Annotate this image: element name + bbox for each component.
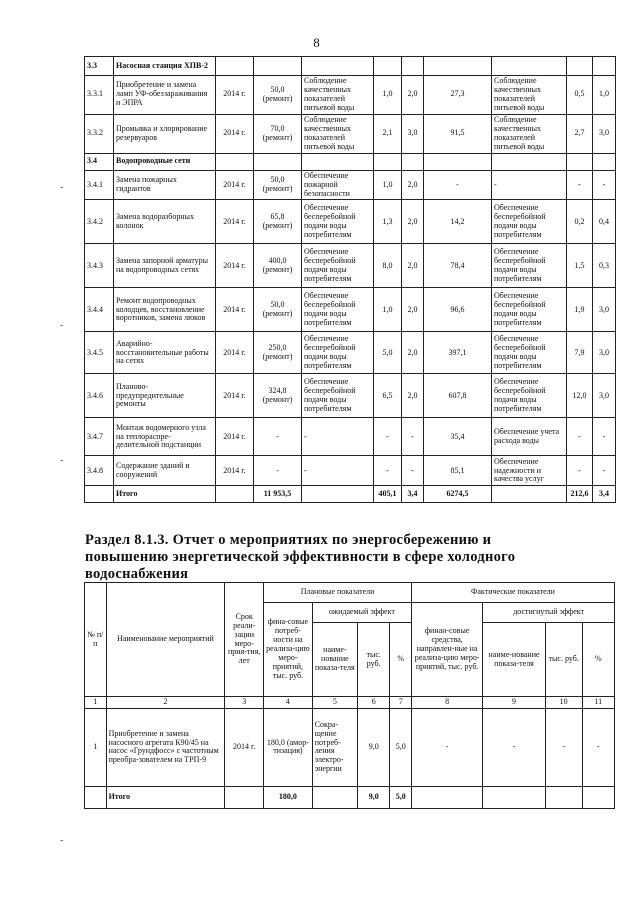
column-numbers-row bbox=[85, 697, 615, 709]
row-fact-2: 1,0 bbox=[593, 76, 616, 115]
row-effect: Обеспечение бесперебойной подачи воды потребителям bbox=[302, 288, 374, 332]
section-title-line: повышению энергетической эффективности в сфере холодного bbox=[85, 549, 516, 565]
row-year: 2014 г. bbox=[216, 288, 254, 332]
total-pct: 5,0 bbox=[390, 786, 412, 808]
header-num: № п/п bbox=[85, 583, 107, 697]
row-fact-1: 212,6 bbox=[567, 486, 593, 503]
table-row bbox=[85, 374, 616, 418]
row-plan-3: 78,4 bbox=[424, 244, 492, 288]
page-number: 8 bbox=[313, 35, 320, 50]
row-plan-1: - bbox=[374, 418, 402, 456]
row-num: 3.4.4 bbox=[85, 288, 114, 332]
total-rub: 9,0 bbox=[358, 786, 390, 808]
row-fact-2: 0,4 bbox=[593, 200, 616, 244]
row-fact-2: 3,0 bbox=[593, 288, 616, 332]
column-number: 7 bbox=[390, 697, 412, 709]
row-plan-2: 3,4 bbox=[402, 486, 424, 503]
row-name: Монтаж водомерного узла на теплораспре-делительной подстанции bbox=[114, 418, 216, 456]
total-row bbox=[85, 786, 615, 808]
row-fact: Обеспечение бесперебойной подачи воды потребителям bbox=[492, 244, 567, 288]
header-plan-eff-name: наиме-нование показа-теля bbox=[312, 623, 357, 697]
header-fact: Фактические показатели bbox=[412, 583, 615, 603]
total-label: Итого bbox=[106, 786, 225, 808]
row-num: 1 bbox=[85, 708, 107, 786]
row-fact bbox=[492, 486, 567, 503]
row-cost: 50,0 (ремонт) bbox=[254, 288, 302, 332]
row-effect: Соблюдение качественных показателей питьевой воды bbox=[302, 76, 374, 115]
row-plan-3: 91,5 bbox=[424, 114, 492, 153]
row-num bbox=[85, 486, 114, 503]
section-title-line: водоснабжения bbox=[85, 566, 189, 582]
row-fact-2: 3,0 bbox=[593, 332, 616, 374]
section-row bbox=[85, 57, 616, 76]
row-effect bbox=[302, 486, 374, 503]
row-fact: Обеспечение бесперебойной подачи воды потребителям bbox=[492, 332, 567, 374]
column-number: 11 bbox=[582, 697, 614, 709]
column-number: 4 bbox=[264, 697, 313, 709]
section-name: Насосная станция ХПВ-2 bbox=[114, 57, 216, 76]
table-row bbox=[85, 708, 615, 786]
header-fact-eff-rub: тыс. руб. bbox=[545, 623, 582, 697]
row-effect: Обеспечение бесперебойной подачи воды потребителям bbox=[302, 200, 374, 244]
row-fact-2: 3,0 bbox=[593, 114, 616, 153]
row-plan-1: 1,3 bbox=[374, 200, 402, 244]
row-num: 3.4.3 bbox=[85, 244, 114, 288]
row-fact-2: 3,0 bbox=[593, 374, 616, 418]
row-fact-1: - bbox=[567, 170, 593, 200]
row-name: Ремонт водопроводных колодцев, восстановление воротников, замена люков bbox=[114, 288, 216, 332]
header-plan-eff-rub: тыс. руб. bbox=[358, 623, 390, 697]
row-effect: Обеспечение бесперебойной подачи воды потребителям bbox=[302, 332, 374, 374]
section-row bbox=[85, 153, 616, 170]
row-year: 2014 г. bbox=[216, 332, 254, 374]
header-fact-fin: финан-совые средства, направлен-ные на реализа-цию меро-приятий, тыс. руб. bbox=[412, 603, 483, 697]
row-effect: - bbox=[302, 418, 374, 456]
row-plan-3: 14,2 bbox=[424, 200, 492, 244]
row-fact-2: 0,3 bbox=[593, 244, 616, 288]
row-num: 3.3 bbox=[85, 57, 114, 76]
row-num: 3.4 bbox=[85, 153, 114, 170]
row-name: Содержание зданий и сооружений bbox=[114, 456, 216, 486]
row-effect: Обеспечение бесперебойной подачи воды потребителям bbox=[302, 374, 374, 418]
energy-measures-table-continued bbox=[84, 56, 616, 503]
row-name: Замена водоразборных колонок bbox=[114, 200, 216, 244]
margin-mark: - bbox=[60, 455, 64, 466]
total-row bbox=[85, 486, 616, 503]
row-fact-rub: - bbox=[545, 708, 582, 786]
row-fact: Соблюдение качественных показателей питьевой воды bbox=[492, 114, 567, 153]
column-number: 1 bbox=[85, 697, 107, 709]
row-pct: 5,0 bbox=[390, 708, 412, 786]
row-year: 2014 г. bbox=[216, 244, 254, 288]
row-year: 2014 г. bbox=[216, 418, 254, 456]
row-plan-1: 405,1 bbox=[374, 486, 402, 503]
row-fact-1: 0,2 bbox=[567, 200, 593, 244]
row-plan-1: 8,0 bbox=[374, 244, 402, 288]
table-row bbox=[85, 288, 616, 332]
row-fact: Обеспечение надежности и качества услуг bbox=[492, 456, 567, 486]
row-fact-2: - bbox=[593, 418, 616, 456]
row-name: Аварийно-восстановительные работы на сетях bbox=[114, 332, 216, 374]
row-name: Итого bbox=[114, 486, 216, 503]
row-fact-1: 7,9 bbox=[567, 332, 593, 374]
header-plan: Плановые показатели bbox=[264, 583, 412, 603]
row-fin: 180,0 (амор-тизация) bbox=[264, 708, 313, 786]
row-plan-1: 1,0 bbox=[374, 288, 402, 332]
row-fact-1: 1,9 bbox=[567, 288, 593, 332]
row-effect: Обеспечение пожарной безопасности bbox=[302, 170, 374, 200]
row-fact-name: - bbox=[483, 708, 546, 786]
column-number: 8 bbox=[412, 697, 483, 709]
row-name: Замена запорной арматуры на водопроводных сетях bbox=[114, 244, 216, 288]
row-plan-1: 1,0 bbox=[374, 170, 402, 200]
table-row bbox=[85, 170, 616, 200]
row-plan-3: 27,3 bbox=[424, 76, 492, 115]
row-plan-2: - bbox=[402, 418, 424, 456]
row-effect-name: Сокра-щение потреб-ления электро-энергии bbox=[312, 708, 357, 786]
row-cost: - bbox=[254, 456, 302, 486]
row-year: 2014 г. bbox=[216, 114, 254, 153]
row-cost: 400,0 (ремонт) bbox=[254, 244, 302, 288]
row-year: 2014 г. bbox=[216, 456, 254, 486]
row-plan-2: 2,0 bbox=[402, 200, 424, 244]
row-num: 3.3.1 bbox=[85, 76, 114, 115]
row-cost: 324,8 (ремонт) bbox=[254, 374, 302, 418]
header-term: Срок реали-зации меро-прия-тия, лет bbox=[225, 583, 264, 697]
row-plan-2: 3,0 bbox=[402, 114, 424, 153]
row-year bbox=[216, 486, 254, 503]
row-cost: - bbox=[254, 418, 302, 456]
column-number: 6 bbox=[358, 697, 390, 709]
row-fact: Соблюдение качественных показателей питьевой воды bbox=[492, 76, 567, 115]
row-fact-2: - bbox=[593, 170, 616, 200]
table-row bbox=[85, 332, 616, 374]
row-name: Приобретение и замена насосного агрегата К90/45 на насос «Грундфосс» с частотным преобра-зователем на ТРП-9 bbox=[106, 708, 225, 786]
row-plan-1: 5,0 bbox=[374, 332, 402, 374]
row-fact-1: - bbox=[567, 456, 593, 486]
row-effect: Соблюдение качественных показателей питьевой воды bbox=[302, 114, 374, 153]
table-row bbox=[85, 200, 616, 244]
row-num: 3.4.8 bbox=[85, 456, 114, 486]
header-plan-fin: фина-совые потреб-ности на реализа-цию меро-приятий, тыс. руб. bbox=[264, 603, 313, 697]
section-title-line: Раздел 8.1.3. Отчет о мероприятиях по энергосбережению и bbox=[85, 532, 492, 548]
row-effect: Обеспечение бесперебойной подачи воды потребителям bbox=[302, 244, 374, 288]
row-term: 2014 г. bbox=[225, 708, 264, 786]
row-cost: 50,0 (ремонт) bbox=[254, 170, 302, 200]
table-row bbox=[85, 418, 616, 456]
table-row bbox=[85, 456, 616, 486]
row-plan-2: 2,0 bbox=[402, 374, 424, 418]
section-name: Водопроводные сети bbox=[114, 153, 216, 170]
header-plan-effect: ожидаемый эффект bbox=[312, 603, 411, 623]
row-name: Замена пожарных гидрантов bbox=[114, 170, 216, 200]
row-plan-2: 2,0 bbox=[402, 244, 424, 288]
row-effect: - bbox=[302, 456, 374, 486]
margin-mark: - bbox=[60, 320, 64, 331]
row-plan-3: 607,8 bbox=[424, 374, 492, 418]
header-fact-effect: достигнутый эффект bbox=[483, 603, 615, 623]
energy-saving-report-table bbox=[84, 582, 615, 809]
row-fact-1: - bbox=[567, 418, 593, 456]
margin-mark: - bbox=[60, 182, 64, 193]
row-fact-pct: - bbox=[582, 708, 614, 786]
header-fact-eff-name: наиме-нование показа-теля bbox=[483, 623, 546, 697]
row-num: 3.4.5 bbox=[85, 332, 114, 374]
row-fact-1: 2,7 bbox=[567, 114, 593, 153]
row-num: 3.4.1 bbox=[85, 170, 114, 200]
row-year: 2014 г. bbox=[216, 200, 254, 244]
column-number: 5 bbox=[312, 697, 357, 709]
row-name: Промывка и хлорирование резервуаров bbox=[114, 114, 216, 153]
row-plan-1: - bbox=[374, 456, 402, 486]
total-fin: 180,0 bbox=[264, 786, 313, 808]
row-fact-2: 3,4 bbox=[593, 486, 616, 503]
row-rub: 9,0 bbox=[358, 708, 390, 786]
row-cost: 70,0 (ремонт) bbox=[254, 114, 302, 153]
row-cost: 65,8 (ремонт) bbox=[254, 200, 302, 244]
row-num: 3.3.2 bbox=[85, 114, 114, 153]
row-fact: Обеспечение бесперебойной подачи воды потребителям bbox=[492, 288, 567, 332]
row-plan-3: 85,1 bbox=[424, 456, 492, 486]
row-num: 3.4.6 bbox=[85, 374, 114, 418]
row-fact-1: 1,5 bbox=[567, 244, 593, 288]
row-num: 3.4.7 bbox=[85, 418, 114, 456]
row-plan-1: 1,0 bbox=[374, 76, 402, 115]
row-plan-1: 2,1 bbox=[374, 114, 402, 153]
row-year: 2014 г. bbox=[216, 170, 254, 200]
row-fact-1: 12,0 bbox=[567, 374, 593, 418]
row-num: 3.4.2 bbox=[85, 200, 114, 244]
row-year: 2014 г. bbox=[216, 374, 254, 418]
table-row bbox=[85, 76, 616, 115]
row-fact: Обеспечение учета расхода воды bbox=[492, 418, 567, 456]
header-plan-eff-pct: % bbox=[390, 623, 412, 697]
row-plan-2: - bbox=[402, 456, 424, 486]
row-fact: - bbox=[492, 170, 567, 200]
row-plan-3: 35,4 bbox=[424, 418, 492, 456]
header-name: Наименование мероприятий bbox=[106, 583, 225, 697]
row-fact-2: - bbox=[593, 456, 616, 486]
column-number: 9 bbox=[483, 697, 546, 709]
row-cost: 250,0 (ремонт) bbox=[254, 332, 302, 374]
row-name: Приобретение и замена ламп УФ-обеззараживания и ЭПРА bbox=[114, 76, 216, 115]
row-plan-2: 2,0 bbox=[402, 332, 424, 374]
row-plan-3: - bbox=[424, 170, 492, 200]
column-number: 3 bbox=[225, 697, 264, 709]
row-plan-1: 6,5 bbox=[374, 374, 402, 418]
row-fact: Обеспечение бесперебойной подачи воды потребителям bbox=[492, 374, 567, 418]
column-number: 10 bbox=[545, 697, 582, 709]
row-plan-2: 2,0 bbox=[402, 76, 424, 115]
column-number: 2 bbox=[106, 697, 225, 709]
row-fact-fin: - bbox=[412, 708, 483, 786]
row-cost: 50,0 (ремонт) bbox=[254, 76, 302, 115]
header-fact-eff-pct: % bbox=[582, 623, 614, 697]
row-plan-3: 6274,5 bbox=[424, 486, 492, 503]
row-plan-2: 2,0 bbox=[402, 170, 424, 200]
row-year: 2014 г. bbox=[216, 76, 254, 115]
row-fact-1: 0,5 bbox=[567, 76, 593, 115]
section-title bbox=[85, 532, 565, 583]
row-name: Планово-предупредительные ремонты bbox=[114, 374, 216, 418]
table-row bbox=[85, 244, 616, 288]
row-plan-2: 2,0 bbox=[402, 288, 424, 332]
row-plan-3: 96,6 bbox=[424, 288, 492, 332]
row-plan-3: 397,1 bbox=[424, 332, 492, 374]
row-fact: Обеспечение бесперебойной подачи воды потребителям bbox=[492, 200, 567, 244]
margin-mark: - bbox=[60, 835, 64, 846]
table-row bbox=[85, 114, 616, 153]
row-cost: 11 953,5 bbox=[254, 486, 302, 503]
